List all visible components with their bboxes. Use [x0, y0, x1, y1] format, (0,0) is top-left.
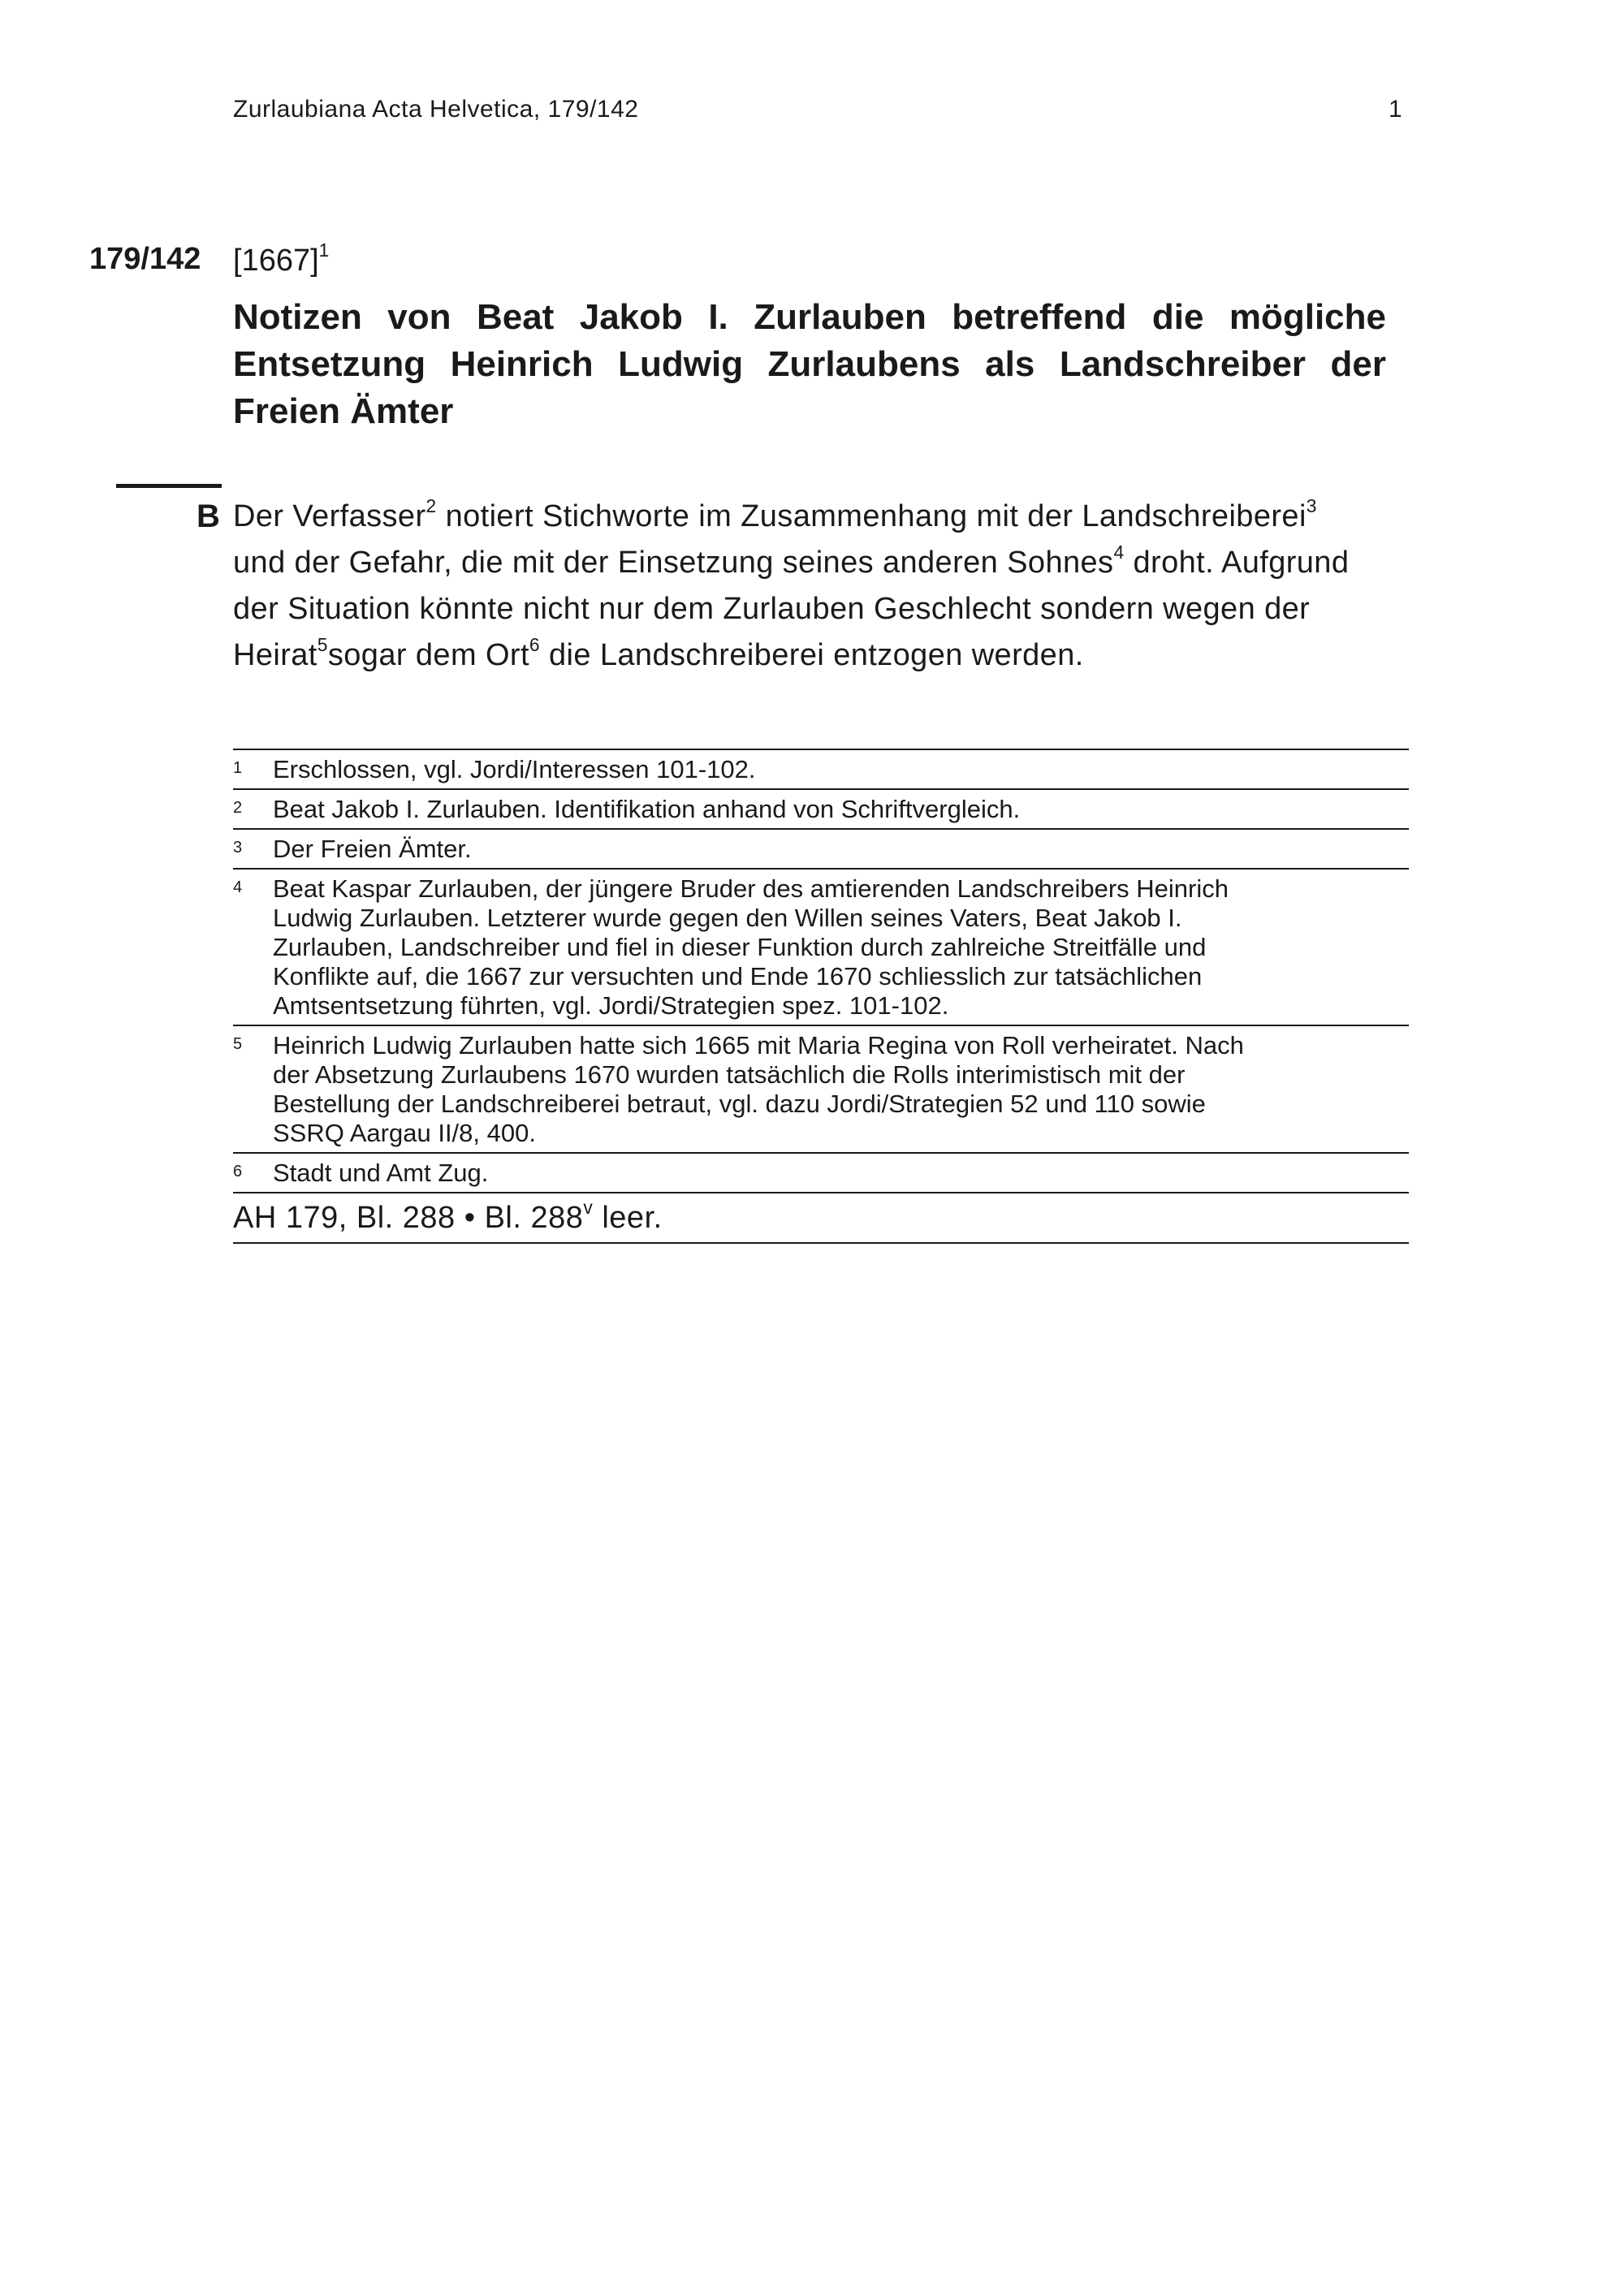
title-line: Entsetzung Heinrich Ludwig Zurlaubens als Landschreiber der	[233, 344, 1386, 384]
footnote-line: der Absetzung Zurlaubens 1670 wurden tatsächlich die Rolls interimistisch mit der	[273, 1060, 1186, 1089]
text-segment: der Situation könnte nicht nur dem Zurlauben Geschlecht sondern wegen der	[233, 592, 1311, 626]
page-number: 1	[1389, 96, 1402, 123]
footnote-number: 3	[233, 839, 243, 857]
footnote-item	[233, 1025, 1409, 1152]
footnote-ref: 2	[425, 494, 437, 516]
footnote-line: Zurlauben, Landschreiber und fiel in dieser Funktion durch zahlreiche Streitfälle und	[273, 933, 1207, 961]
footnote-line: Ludwig Zurlauben. Letzterer wurde gegen den Willen seines Vaters, Beat Jakob I.	[273, 904, 1182, 932]
text-segment: und der Gefahr, die mit der Einsetzung seines anderen Sohnes	[233, 546, 1114, 580]
margin-rule	[116, 484, 222, 488]
footnote-ref: 4	[1113, 541, 1125, 563]
footnote-item	[233, 749, 1409, 788]
margin-letter: B	[197, 498, 220, 534]
footnote-ref: 3	[1306, 494, 1317, 516]
footnote-number: 6	[233, 1163, 243, 1180]
body-line	[233, 632, 1402, 679]
footnote-line: Amtsentsetzung führten, vgl. Jordi/Strategien spez. 101-102.	[273, 991, 949, 1020]
document-id: 179/142	[89, 242, 201, 276]
footnote-item	[233, 868, 1409, 1025]
footnote-ref: 6	[529, 633, 541, 655]
title-line: Notizen von Beat Jakob I. Zurlauben betreffend die mögliche	[233, 297, 1386, 337]
footnotes-apparatus	[233, 749, 1409, 1244]
footnote-number: 2	[233, 799, 243, 817]
text-segment: Heirat	[233, 638, 317, 672]
footnote-line: Stadt und Amt Zug.	[273, 1159, 489, 1187]
body-line	[233, 494, 1402, 540]
body-line	[233, 540, 1402, 586]
source-text: AH 179, Bl. 288 • Bl. 288	[233, 1201, 584, 1235]
text-segment: die Landschreiberei entzogen werden.	[540, 638, 1084, 672]
verso-mark: v	[583, 1196, 594, 1218]
text-segment: sogar dem Ort	[327, 638, 529, 672]
footnote-line: Erschlossen, vgl. Jordi/Interessen 101-102.	[273, 755, 756, 783]
text-segment: notiert Stichworte im Zusammenhang mit der Landschreiberei	[436, 499, 1307, 533]
footnote-item	[233, 828, 1409, 868]
document-title	[233, 294, 1386, 435]
text-segment: Der Verfasser	[233, 499, 426, 533]
footnote-line: Bestellung der Landschreiberei betraut, vgl. dazu Jordi/Strategien 52 und 110 sowie	[273, 1090, 1206, 1118]
footnote-line: Heinrich Ludwig Zurlauben hatte sich 1665 mit Maria Regina von Roll verheiratet. Nach	[273, 1031, 1244, 1060]
source-text: leer.	[593, 1201, 663, 1235]
footnote-item	[233, 788, 1409, 828]
running-header-title: Zurlaubiana Acta Helvetica, 179/142	[233, 96, 639, 123]
text-segment: droht. Aufgrund	[1124, 546, 1350, 580]
footnote-ref: 5	[317, 633, 328, 655]
footnote-ref: 1	[318, 239, 330, 261]
footnote-line: Der Freien Ämter.	[273, 835, 472, 863]
footnote-number: 1	[233, 759, 243, 777]
regest-text	[233, 494, 1402, 679]
body-line	[233, 586, 1402, 632]
footnote-number: 5	[233, 1035, 243, 1053]
footnote-line: Beat Kaspar Zurlauben, der jüngere Bruder des amtierenden Landschreibers Heinrich	[273, 874, 1229, 903]
document-date-text: [1667]	[233, 244, 319, 278]
document-date	[233, 239, 330, 278]
footnote-line: SSRQ Aargau II/8, 400.	[273, 1119, 536, 1147]
footnote-line: Konflikte auf, die 1667 zur versuchten und Ende 1670 schliesslich zur tatsächlichen	[273, 962, 1203, 990]
title-line: Freien Ämter	[233, 391, 454, 431]
footnote-line: Beat Jakob I. Zurlauben. Identifikation anhand von Schriftvergleich.	[273, 795, 1021, 823]
source-reference	[233, 1192, 1409, 1244]
footnote-number: 4	[233, 878, 243, 896]
footnote-item	[233, 1152, 1409, 1192]
